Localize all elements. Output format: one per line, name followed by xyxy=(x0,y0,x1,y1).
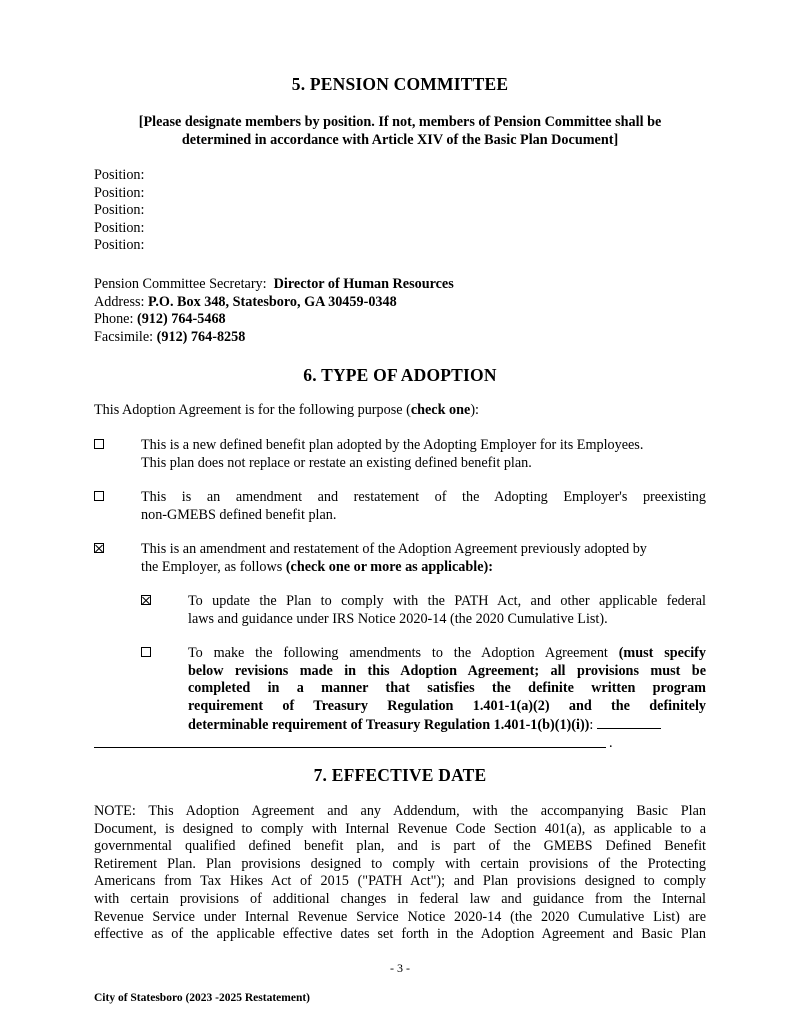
secretary-label: Pension Committee Secretary: xyxy=(94,276,267,292)
amendments-period: . xyxy=(609,735,613,751)
effective-date-note xyxy=(94,803,706,944)
suboption-amendments-line-1-text: To make the following amendments to the Adoption Agreement xyxy=(188,645,619,661)
position-field-4[interactable]: Position: xyxy=(94,219,145,236)
suboption-path-act-line-2: laws and guidance under IRS Notice 2020-14 (the 2020 Cumulative List). xyxy=(188,610,608,627)
position-field-1[interactable]: Position: xyxy=(94,167,145,183)
section-5-heading: 5. PENSION COMMITTEE xyxy=(291,74,509,94)
fax-value: (912) 764-8258 xyxy=(156,328,246,345)
suboption-amendments-checkbox[interactable] xyxy=(141,647,151,657)
note-line-3: governmental qualified defined benefit plan, and is part of the GMEBS Defined Benefit xyxy=(94,838,706,855)
option-restate-agreement xyxy=(94,541,706,576)
suboption-path-act-checkbox[interactable] xyxy=(141,595,151,605)
option-restate-agreement-line-2 xyxy=(141,559,706,577)
address-value: P.O. Box 348, Statesboro, GA 30459-0348 xyxy=(148,293,397,310)
page-number: - 3 - xyxy=(390,961,410,975)
option-restate-agreement-line-1: This is an amendment and restatement of the Adoption Agreement previously adopted by xyxy=(141,541,647,557)
suboption-amendments-line-5-text: determinable requirement of Treasury Regulation 1.401-1(b)(1)(i)) xyxy=(188,717,590,734)
suboption-amendments-line-1 xyxy=(188,645,706,663)
purpose-end: ): xyxy=(470,402,479,418)
address-line xyxy=(94,294,454,312)
instruction-line-2: determined in accordance with Article XIV of the Basic Plan Document] xyxy=(181,131,619,148)
option-restate-agreement-line-2-text: the Employer, as follows xyxy=(141,558,286,575)
contact-block xyxy=(94,276,454,346)
suboption-path-act xyxy=(141,593,706,628)
document-footer: City of Statesboro (2023 -2025 Restatement) xyxy=(94,992,311,1004)
phone-label: Phone: xyxy=(94,311,134,328)
option-restate-nongmebs-line-1: This is an amendment and restatement of the Adopting Employer's preexisting xyxy=(141,489,706,505)
amendments-blank-inline[interactable] xyxy=(597,715,661,729)
option-restate-nongmebs xyxy=(94,489,706,524)
phone-value: (912) 764-5468 xyxy=(136,311,226,328)
suboption-amendments-line-2: below revisions made in this Adoption Agreement; all provisions must be xyxy=(188,662,706,679)
option-restate-nongmebs-checkbox[interactable] xyxy=(94,491,104,501)
note-line-2: Document, is designed to comply with Internal Revenue Code Section 401(a), as applicable to a xyxy=(94,820,706,837)
suboption-amendments-line-1-bold: (must specify xyxy=(618,645,706,661)
purpose-bold: check one xyxy=(410,402,471,418)
option-new-plan-checkbox[interactable] xyxy=(94,439,104,449)
position-list xyxy=(94,167,144,255)
suboption-path-act-line-1: To update the Plan to comply with the PATH Act, and other applicable federal xyxy=(188,593,706,609)
secretary-value: Director of Human Resources xyxy=(273,276,454,292)
section-7-heading: 7. EFFECTIVE DATE xyxy=(313,765,487,785)
note-line-4: Retirement Plan. Plan provisions designed to comply with certain provisions of the Protecting xyxy=(94,855,706,872)
option-new-plan-line-1: This is a new defined benefit plan adopted by the Adopting Employer for its Employees. xyxy=(141,437,644,453)
section-5-instruction xyxy=(94,114,706,149)
suboption-amendments xyxy=(141,645,706,735)
fax-label: Facsimile: xyxy=(94,328,154,345)
purpose-statement xyxy=(94,402,479,420)
phone-line xyxy=(94,311,454,329)
address-label: Address: xyxy=(94,293,145,310)
suboption-amendments-colon: : xyxy=(589,717,594,734)
note-line-5: Americans from Tax Hikes Act of 2015 ("PATH Act"); and Plan provisions designed to comply xyxy=(94,873,706,890)
option-new-plan-line-2: This plan does not replace or restate an existing defined benefit plan. xyxy=(141,454,532,471)
note-line-1: NOTE: This Adoption Agreement and any Addendum, with the accompanying Basic Plan xyxy=(94,803,706,819)
position-field-2[interactable]: Position: xyxy=(94,184,145,201)
suboption-amendments-line-3: completed in a manner that satisfies the definite written program xyxy=(188,680,706,697)
note-line-7: Revenue Service under Internal Revenue Service Notice 2020-14 (the 2020 Cumulative List) are xyxy=(94,908,706,925)
option-restate-agreement-checkbox[interactable] xyxy=(94,543,104,553)
purpose-text: This Adoption Agreement is for the following purpose ( xyxy=(94,402,411,418)
note-line-6: with certain provisions of additional changes in federal law and guidance from the Internal xyxy=(94,890,706,907)
option-restate-agreement-line-2-bold: (check one or more as applicable): xyxy=(285,558,493,575)
position-field-5[interactable]: Position: xyxy=(94,237,145,254)
fax-line xyxy=(94,329,454,347)
instruction-line-1: [Please designate members by position. If not, members of Pension Committee shall be xyxy=(138,114,662,130)
secretary-line xyxy=(94,276,454,294)
position-field-3[interactable]: Position: xyxy=(94,202,145,219)
note-line-8: effective as of the applicable effective dates set forth in the Adoption Agreement and Basic Plan xyxy=(94,926,706,943)
section-6-heading: 6. TYPE OF ADOPTION xyxy=(303,365,497,385)
option-new-plan xyxy=(94,437,706,472)
suboption-amendments-line-4: requirement of Treasury Regulation 1.401-1(a)(2) and the definitely xyxy=(188,697,706,714)
option-restate-nongmebs-line-2: non-GMEBS defined benefit plan. xyxy=(141,506,337,523)
amendments-blank-line[interactable] xyxy=(94,733,606,748)
